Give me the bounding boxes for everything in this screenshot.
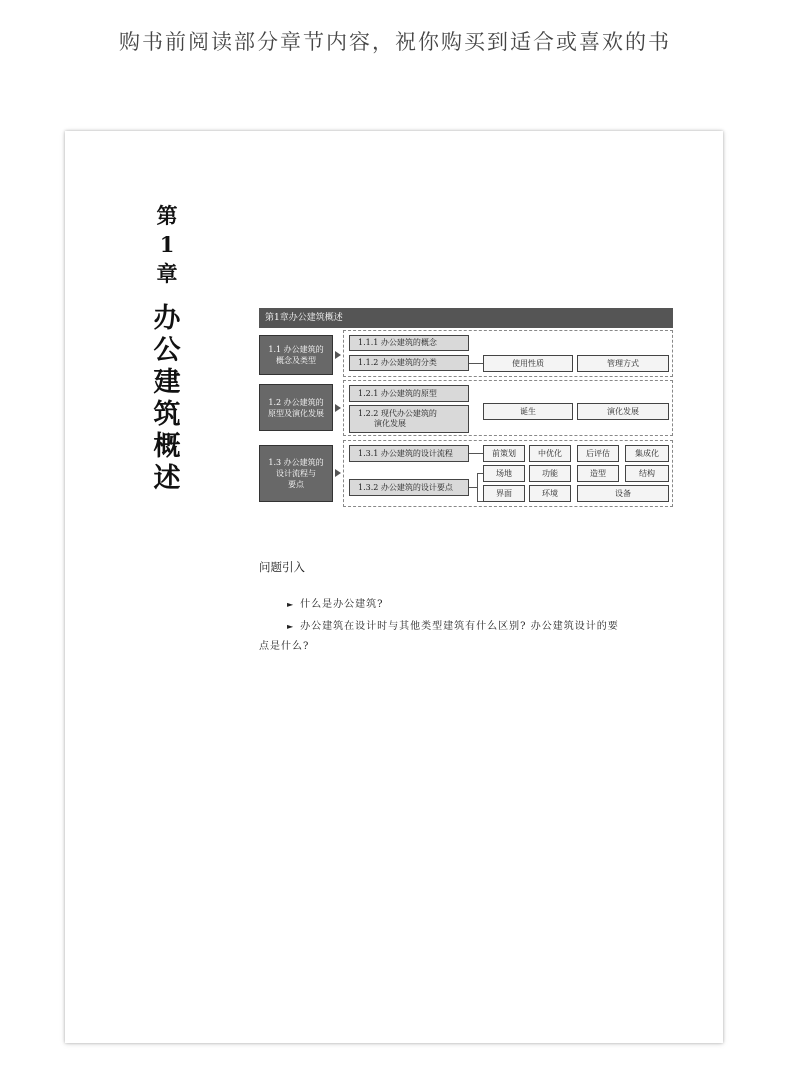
section-box-1-1 — [259, 335, 333, 375]
chapter-title-char: 公 — [153, 335, 181, 366]
leaf-box: 环境 — [529, 485, 571, 502]
chapter-title-char: 述 — [153, 463, 181, 494]
connector-line — [469, 363, 483, 364]
bullet-icon: ► — [287, 622, 295, 631]
section-label-line: 1.2 办公建筑的 — [268, 397, 324, 407]
subsection-1-3-2: 1.3.2 办公建筑的设计要点 — [349, 479, 469, 496]
leaf-box: 前策划 — [483, 445, 525, 462]
leaf-box: 造型 — [577, 465, 619, 482]
chapter-title-char: 筑 — [153, 399, 181, 430]
question-text: 办公建筑在设计时与其他类型建筑有什么区别? 办公建筑设计的要 — [300, 621, 619, 632]
section-label-line: 1.3 办公建筑的 — [268, 458, 324, 467]
leaf-box: 集成化 — [625, 445, 669, 462]
subsection-1-3-1: 1.3.1 办公建筑的设计流程 — [349, 445, 469, 462]
section-label-line: 概念及类型 — [275, 356, 316, 365]
subsection-1-1-2: 1.1.2 办公建筑的分类 — [349, 355, 469, 371]
leaf-box: 结构 — [625, 465, 669, 482]
question-item — [287, 617, 619, 637]
connector-line — [469, 487, 477, 488]
section-label-line: 1.1 办公建筑的 — [268, 345, 324, 354]
leaf-box: 使用性质 — [483, 355, 573, 372]
leaf-box: 诞生 — [483, 403, 573, 420]
question-item — [287, 595, 384, 615]
subsection-label-line: 演化发展 — [374, 419, 406, 428]
book-page — [65, 131, 723, 1043]
subsection-1-1-1: 1.1.1 办公建筑的概念 — [349, 335, 469, 351]
chapter-outline-diagram — [65, 131, 723, 531]
subsection-1-2-2 — [349, 405, 469, 433]
diagram-header: 第1章办公建筑概述 — [259, 308, 673, 328]
chapter-title-char: 建 — [153, 367, 181, 398]
section-label-line: 原型及演化发展 — [268, 408, 324, 418]
bullet-icon: ► — [287, 600, 295, 609]
leaf-box: 界面 — [483, 485, 525, 502]
chapter-number-char: 第 — [156, 203, 178, 228]
section-label-line: 设计流程与 — [275, 469, 316, 478]
leaf-box: 设备 — [577, 485, 669, 502]
connector-line — [477, 473, 478, 501]
arrow-icon — [335, 469, 341, 477]
chapter-title-char: 办 — [153, 303, 181, 334]
leaf-box: 场地 — [483, 465, 525, 482]
arrow-icon — [335, 404, 341, 412]
leaf-box: 中优化 — [529, 445, 571, 462]
subsection-1-2-1: 1.2.1 办公建筑的原型 — [349, 385, 469, 402]
intro-heading: 问题引入 — [259, 560, 305, 574]
leaf-box: 演化发展 — [577, 403, 669, 420]
section-label-line: 要点 — [287, 480, 304, 489]
banner-text: 购书前阅读部分章节内容，祝你购买到适合或喜欢的书 — [119, 30, 671, 54]
question-text: 什么是办公建筑? — [300, 599, 384, 610]
section-box-1-3 — [259, 445, 333, 502]
chapter-number-char: 1 — [159, 232, 175, 257]
question-continuation: 点是什么? — [259, 641, 310, 652]
arrow-icon — [335, 351, 341, 359]
section-box-1-2 — [259, 384, 333, 431]
leaf-box: 管理方式 — [577, 355, 669, 372]
chapter-number-char: 章 — [156, 261, 178, 286]
leaf-box: 后评估 — [577, 445, 619, 462]
connector-line — [469, 453, 483, 454]
leaf-box: 功能 — [529, 465, 571, 482]
subsection-label-line: 1.2.2 现代办公建筑的 — [358, 409, 437, 418]
chapter-title-char: 概 — [153, 431, 181, 462]
